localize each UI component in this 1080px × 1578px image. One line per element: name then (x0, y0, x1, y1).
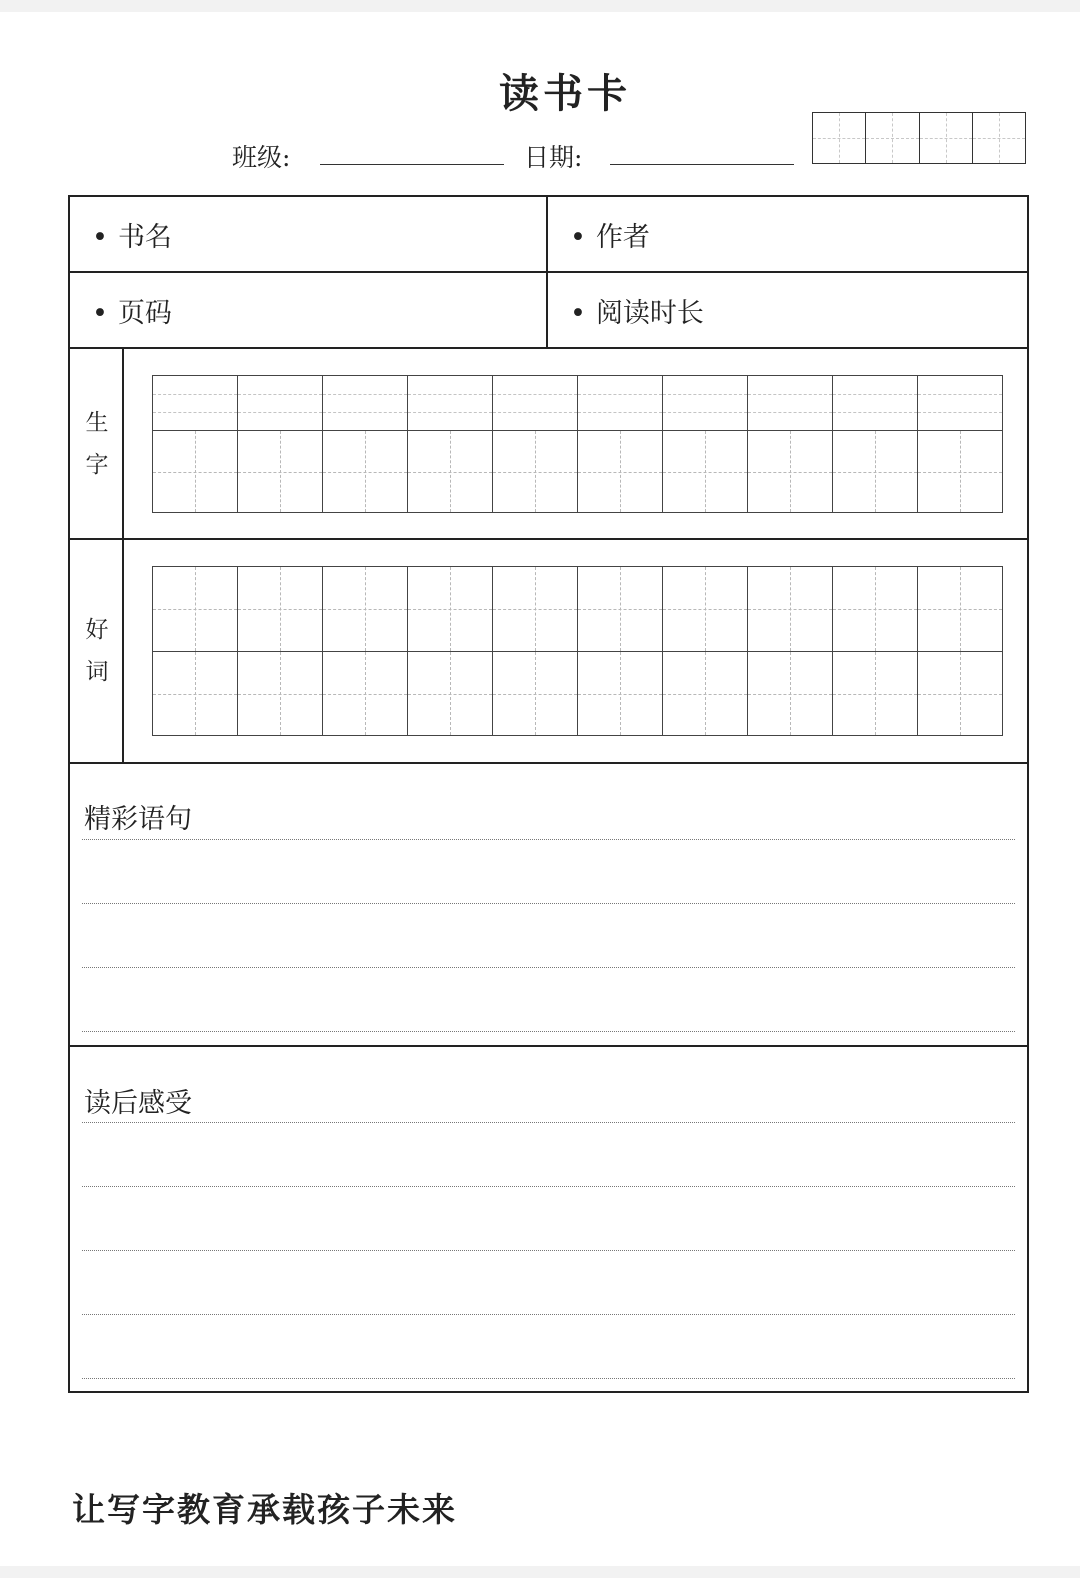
char-cell[interactable] (748, 431, 833, 512)
writing-line[interactable] (82, 903, 1015, 904)
name-grid[interactable] (812, 112, 1026, 164)
sentences-title: 精彩语句 (84, 804, 192, 835)
date-label: 日期: (524, 143, 583, 172)
reading-time-field[interactable] (570, 291, 704, 330)
char-cell[interactable] (238, 431, 323, 512)
bullet-icon: • (92, 298, 108, 329)
pinyin-cell[interactable] (493, 376, 578, 430)
writing-line[interactable] (82, 1314, 1015, 1315)
char-cell[interactable] (663, 567, 748, 651)
char-cell[interactable] (323, 652, 408, 735)
reflection-title: 读后感受 (84, 1088, 192, 1119)
char-cell[interactable] (918, 567, 1002, 651)
reading-time-label: 阅读时长 (595, 298, 704, 329)
page-number-label: 页码 (117, 298, 172, 329)
pinyin-cell[interactable] (833, 376, 918, 430)
char-cell[interactable] (578, 652, 663, 735)
char-cell[interactable] (918, 431, 1002, 512)
writing-line[interactable] (82, 1378, 1015, 1379)
pinyin-cell[interactable] (663, 376, 748, 430)
good-words-label: 好 词 (85, 617, 109, 685)
writing-line[interactable] (82, 1186, 1015, 1187)
char-cell[interactable] (918, 652, 1002, 735)
page-title: 读书卡 (499, 70, 631, 117)
row-divider (70, 538, 1027, 540)
row-divider (70, 271, 1027, 273)
char-cell[interactable] (493, 652, 578, 735)
pinyin-row[interactable] (153, 376, 1002, 430)
book-name-label: 书名 (117, 222, 172, 253)
char-cell[interactable] (153, 567, 238, 651)
char-cell[interactable] (408, 567, 493, 651)
char-cell[interactable] (578, 567, 663, 651)
char-cell[interactable] (578, 431, 663, 512)
pinyin-cell[interactable] (408, 376, 493, 430)
name-grid-cell[interactable] (973, 113, 1025, 163)
writing-line[interactable] (82, 839, 1015, 840)
date-field[interactable] (610, 164, 794, 165)
bullet-icon: • (570, 298, 586, 329)
footer-slogan: 让写字教育承载孩子未来 (72, 1490, 457, 1529)
bullet-icon: • (570, 222, 586, 253)
char-row[interactable] (153, 651, 1002, 735)
char-cell[interactable] (408, 431, 493, 512)
pinyin-cell[interactable] (153, 376, 238, 430)
pinyin-cell[interactable] (918, 376, 1002, 430)
char-cell[interactable] (323, 567, 408, 651)
writing-line[interactable] (82, 1122, 1015, 1123)
name-grid-cell[interactable] (866, 113, 919, 163)
char-cell[interactable] (408, 652, 493, 735)
row-divider (70, 347, 1027, 349)
pinyin-cell[interactable] (748, 376, 833, 430)
pinyin-cell[interactable] (578, 376, 663, 430)
author-label: 作者 (595, 222, 650, 253)
char-cell[interactable] (833, 431, 918, 512)
page-number-field[interactable] (92, 291, 172, 330)
book-name-field[interactable] (92, 215, 172, 254)
char-cell[interactable] (663, 431, 748, 512)
writing-line[interactable] (82, 1250, 1015, 1251)
char-cell[interactable] (153, 652, 238, 735)
row-divider (70, 762, 1027, 764)
char-cell[interactable] (323, 431, 408, 512)
char-cell[interactable] (493, 567, 578, 651)
char-cell[interactable] (238, 652, 323, 735)
pinyin-cell[interactable] (323, 376, 408, 430)
author-field[interactable] (570, 215, 650, 254)
reading-card-page (0, 12, 1080, 1566)
char-cell[interactable] (748, 567, 833, 651)
pinyin-cell[interactable] (238, 376, 323, 430)
char-cell[interactable] (833, 567, 918, 651)
char-cell[interactable] (493, 431, 578, 512)
name-grid-cell[interactable] (920, 113, 973, 163)
char-cell[interactable] (153, 431, 238, 512)
good-words-grid[interactable] (152, 566, 1003, 736)
char-row[interactable] (153, 567, 1002, 651)
char-cell[interactable] (663, 652, 748, 735)
char-cell[interactable] (238, 567, 323, 651)
class-field[interactable] (320, 164, 504, 165)
row-divider (70, 1045, 1027, 1047)
name-grid-cell[interactable] (813, 113, 866, 163)
char-cell[interactable] (833, 652, 918, 735)
writing-line[interactable] (82, 1031, 1015, 1032)
char-row[interactable] (153, 430, 1002, 512)
class-label: 班级: (232, 143, 291, 172)
reading-card (68, 195, 1029, 1393)
new-chars-label: 生 字 (85, 410, 109, 478)
bullet-icon: • (92, 222, 108, 253)
char-cell[interactable] (748, 652, 833, 735)
writing-line[interactable] (82, 967, 1015, 968)
new-chars-grid[interactable] (152, 375, 1003, 513)
